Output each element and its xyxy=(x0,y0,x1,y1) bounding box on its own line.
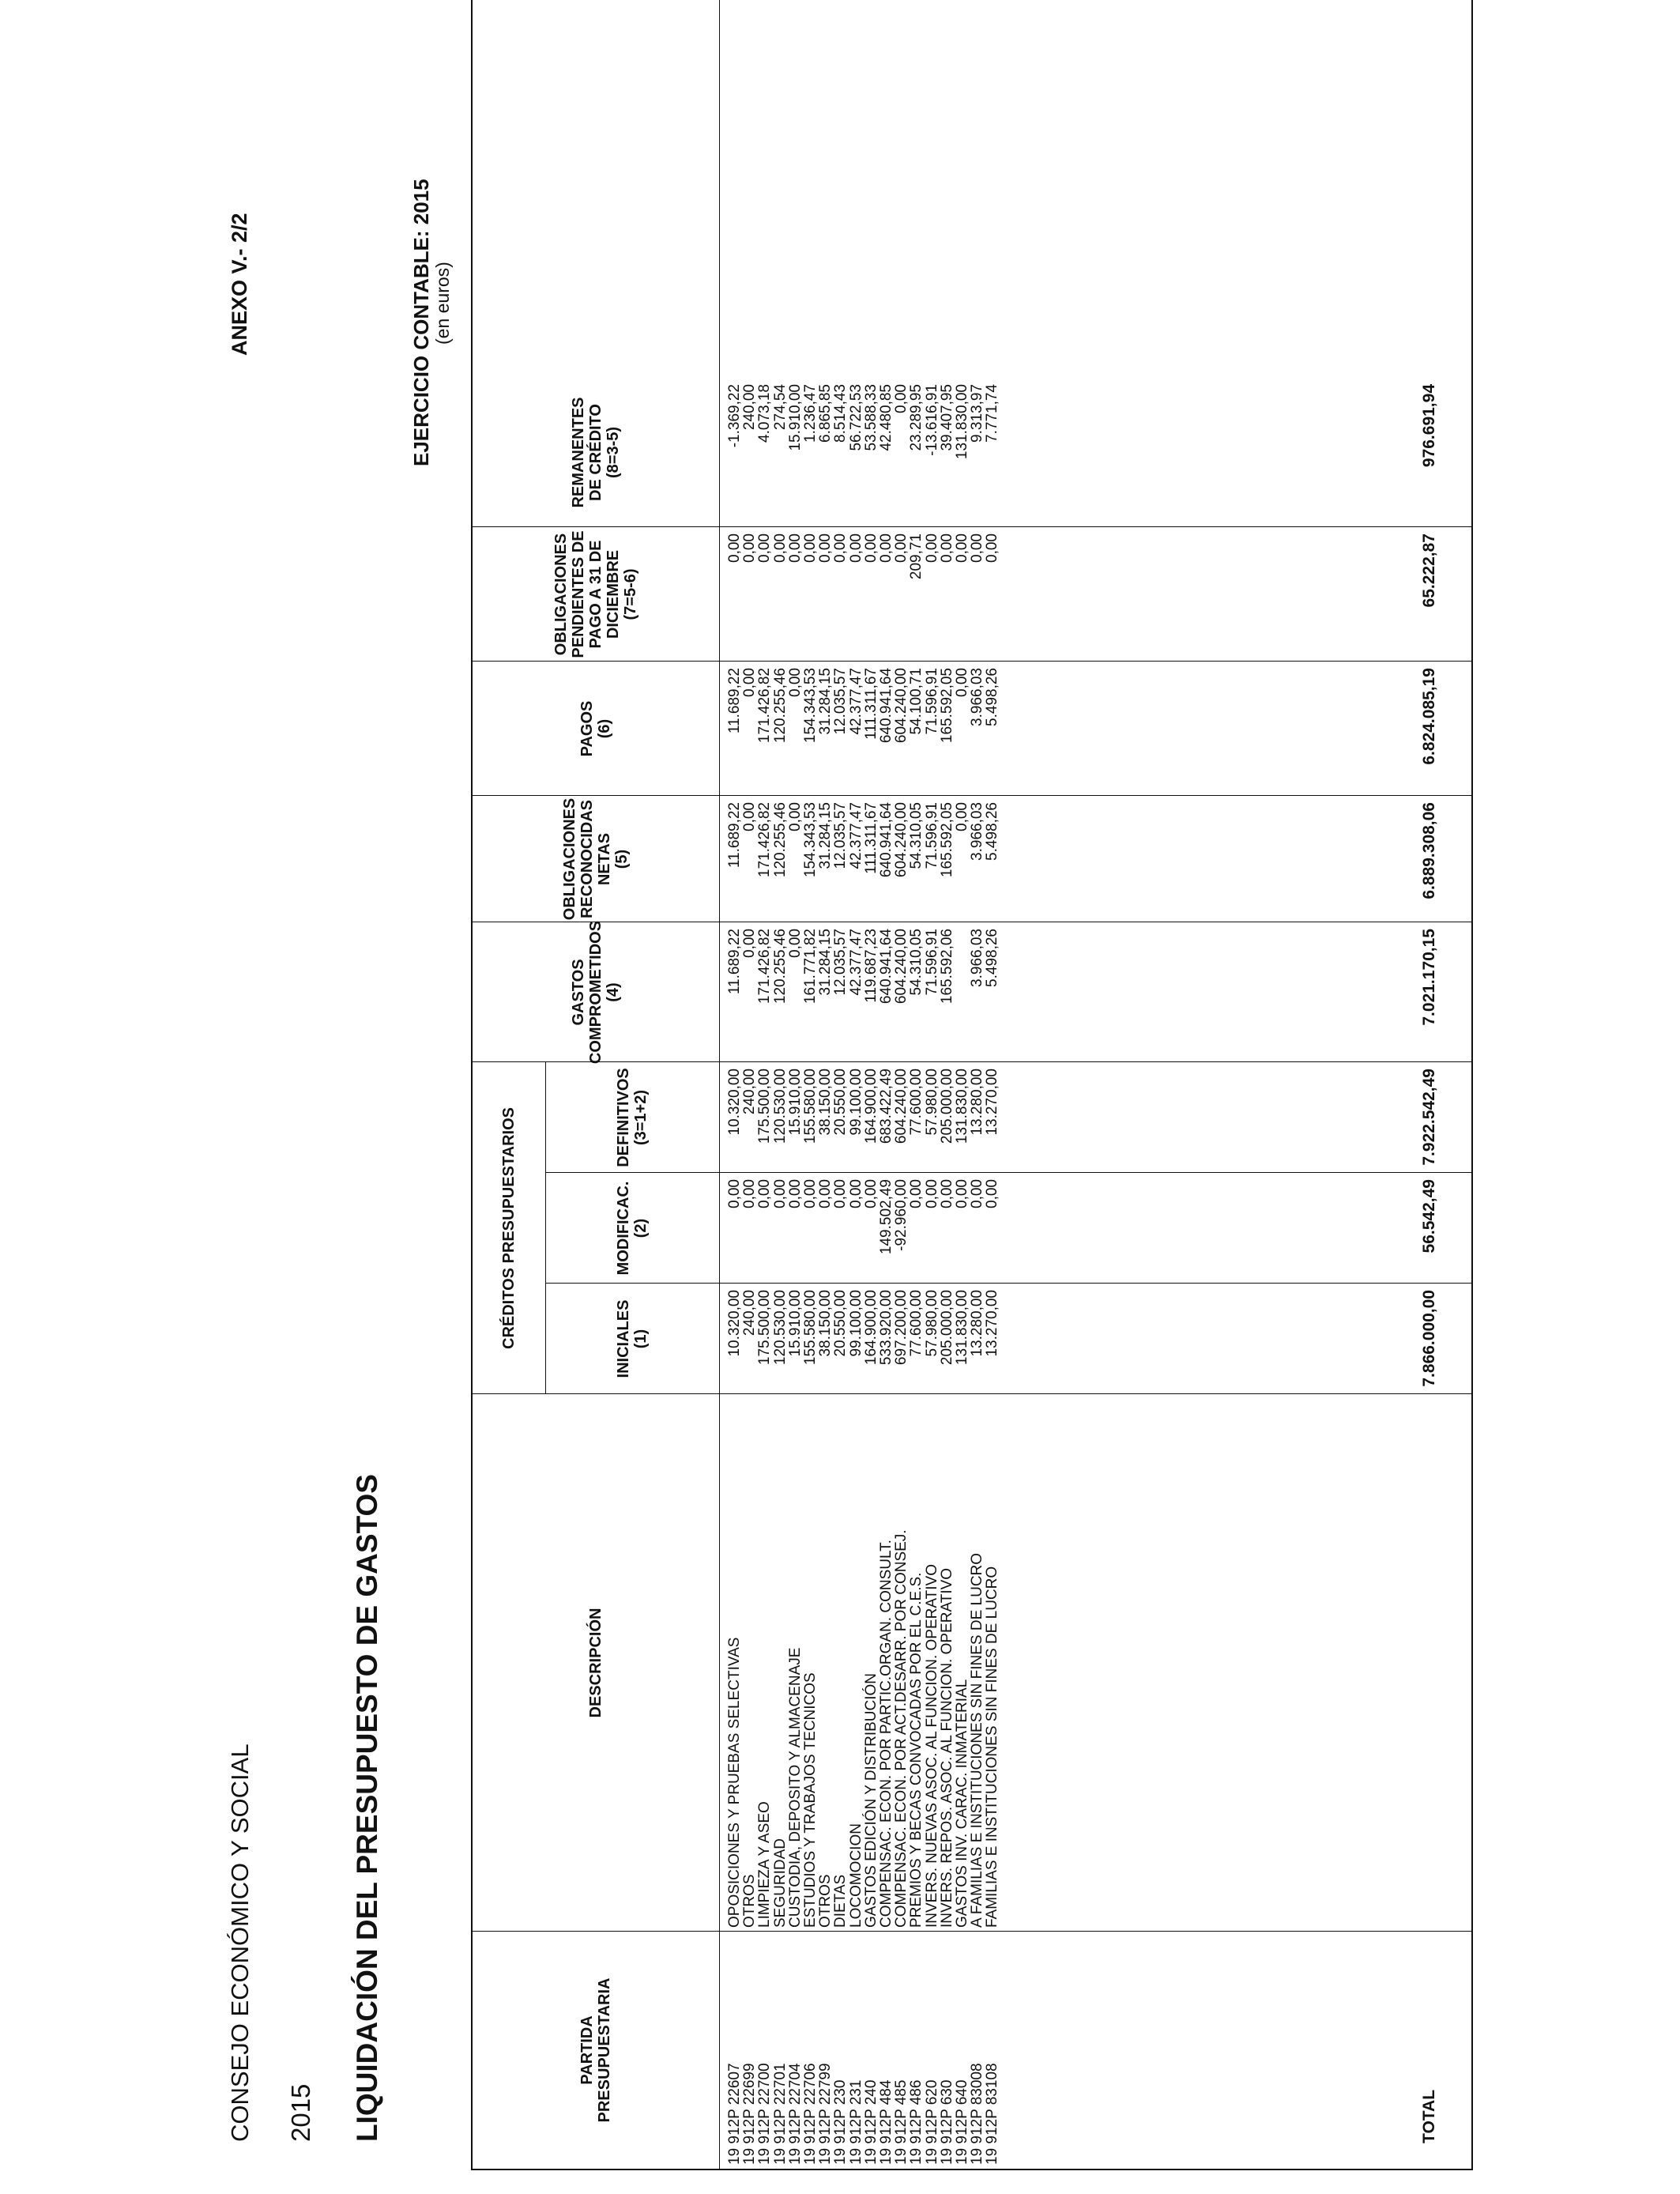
cell-pagos: 42.377,47 xyxy=(847,668,864,735)
cell-definitivos: 13.280,00 xyxy=(969,1069,986,1136)
total-modificac: 56.542,49 xyxy=(1420,1179,1438,1253)
cell-descripcion: LIMPIEZA Y ASEO xyxy=(756,1801,774,1928)
cell-partida: 19 912P 22704 xyxy=(786,2063,804,2165)
header-pendientes xyxy=(473,527,719,662)
cell-gastos: 120.255,46 xyxy=(771,929,789,1005)
cell-iniciales: 164.900,00 xyxy=(862,1290,880,1366)
cell-pendientes: 0,00 xyxy=(984,533,1001,563)
cell-pendientes: 0,00 xyxy=(817,533,834,563)
cell-partida: 19 912P 22699 xyxy=(741,2063,759,2165)
cell-gastos: 12.035,57 xyxy=(832,929,849,996)
document-title: LIQUIDACIÓN DEL PRESUPUESTO DE GASTOS xyxy=(351,1474,383,2142)
cell-remanentes: 0,00 xyxy=(893,384,910,413)
header-line: (4) xyxy=(605,982,622,1002)
header-line: INICIALES xyxy=(615,1299,632,1378)
cell-pendientes: 0,00 xyxy=(878,533,895,563)
cell-definitivos: 205.000,00 xyxy=(938,1069,955,1144)
cell-obligaciones: 42.377,47 xyxy=(847,802,864,869)
cell-partida: 19 912P 485 xyxy=(893,2079,910,2165)
cell-pendientes: 0,00 xyxy=(786,533,804,563)
cell-pagos: 111.311,67 xyxy=(862,668,880,740)
cell-iniciales: 15.910,00 xyxy=(786,1290,804,1357)
cell-descripcion: OPOSICIONES Y PRUEBAS SELECTIVAS xyxy=(726,1637,743,1928)
cell-obligaciones: 0,00 xyxy=(741,802,759,831)
cell-iniciales: 175.500,00 xyxy=(756,1290,774,1366)
total-pagos: 6.824.085,19 xyxy=(1420,668,1438,765)
cell-descripcion: PREMIOS Y BECAS CONVOCADAS POR EL C.E.S. xyxy=(908,1572,925,1928)
cell-iniciales: 99.100,00 xyxy=(847,1290,864,1357)
cell-modificac: 0,00 xyxy=(862,1179,880,1208)
cell-definitivos: 164.900,00 xyxy=(862,1069,880,1144)
cell-descripcion: COMPENSAC. ECON. POR PARTIC.ORGAN. CONSULT. xyxy=(878,1540,895,1928)
header-partida xyxy=(473,1932,719,2169)
cell-iniciales: 131.830,00 xyxy=(954,1290,970,1366)
cell-gastos: 5.498,26 xyxy=(984,929,1001,987)
cell-descripcion: CUSTODIA, DEPOSITO Y ALMACENAJE xyxy=(786,1647,804,1928)
cell-pagos: 0,00 xyxy=(741,668,759,697)
cell-descripcion: ESTUDIOS Y TRABAJOS TECNICOS xyxy=(802,1672,819,1928)
header-line: (1) xyxy=(632,1329,650,1349)
header-obligaciones xyxy=(473,796,719,922)
cell-remanentes: 23.289,95 xyxy=(908,384,925,451)
cell-modificac: 0,00 xyxy=(802,1179,819,1208)
header-line: PAGO A 31 DE xyxy=(587,540,605,649)
header-modificac xyxy=(545,1173,719,1284)
cell-iniciales: 240,00 xyxy=(741,1290,759,1336)
header-line: (2) xyxy=(632,1218,650,1238)
cell-descripcion: SEGURIDAD xyxy=(771,1838,789,1928)
header-line: GASTOS xyxy=(570,959,587,1026)
cell-remanentes: 1.236,47 xyxy=(802,384,819,443)
cell-modificac: 0,00 xyxy=(832,1179,849,1208)
cell-partida: 19 912P 640 xyxy=(954,2079,970,2165)
cell-pagos: 3.966,03 xyxy=(969,668,986,726)
cell-pagos: 171.426,82 xyxy=(756,668,774,744)
cell-pagos: 31.284,15 xyxy=(817,668,834,735)
cell-gastos: 42.377,47 xyxy=(847,929,864,996)
cell-remanentes: 4.073,18 xyxy=(756,384,774,443)
cell-partida: 19 912P 22706 xyxy=(802,2063,819,2165)
cell-definitivos: 120.530,00 xyxy=(771,1069,789,1144)
cell-remanentes: 7.771,74 xyxy=(984,384,1001,443)
header-line: PENDIENTES DE xyxy=(570,530,587,658)
cell-partida: 19 912P 22701 xyxy=(771,2063,789,2165)
organization-name: CONSEJO ECONÓMICO Y SOCIAL xyxy=(226,1744,254,2142)
cell-pendientes: 0,00 xyxy=(938,533,955,563)
cell-descripcion: DIETAS xyxy=(832,1874,849,1928)
cell-obligaciones: 0,00 xyxy=(786,802,804,831)
header-definitivos xyxy=(545,1062,719,1173)
cell-pagos: 154.343,53 xyxy=(802,668,819,744)
header-line: (8=3-5) xyxy=(605,426,622,479)
cell-definitivos: 77.600,00 xyxy=(908,1069,925,1136)
cell-pagos: 12.035,57 xyxy=(832,668,849,735)
units-label: (en euros) xyxy=(432,262,453,345)
cell-remanentes: -1.369,22 xyxy=(726,384,743,448)
cell-iniciales: 155.580,00 xyxy=(802,1290,819,1366)
cell-definitivos: 155.580,00 xyxy=(802,1069,819,1144)
cell-definitivos: 131.830,00 xyxy=(954,1069,970,1144)
cell-modificac: 0,00 xyxy=(741,1179,759,1208)
header-creditos_group xyxy=(473,1062,545,1394)
total-iniciales: 7.866.000,00 xyxy=(1420,1290,1438,1387)
cell-descripcion: INVERS. NUEVAS ASOC. AL FUNCION. OPERATIVO xyxy=(923,1564,940,1928)
header-line: MODIFICAC. xyxy=(615,1181,632,1276)
cell-obligaciones: 120.255,46 xyxy=(771,802,789,878)
cell-pendientes: 0,00 xyxy=(726,533,743,563)
cell-iniciales: 120.530,00 xyxy=(771,1290,789,1366)
cell-modificac: 0,00 xyxy=(847,1179,864,1208)
cell-obligaciones: 111.311,67 xyxy=(862,802,880,874)
cell-partida: 19 912P 83108 xyxy=(984,2063,1001,2165)
header-line: DEFINITIVOS xyxy=(615,1068,632,1167)
cell-remanentes: -13.616,91 xyxy=(923,384,940,456)
cell-obligaciones: 3.966,03 xyxy=(969,802,986,861)
document-year: 2015 xyxy=(286,2083,315,2142)
cell-descripcion: INVERS. REPOS. ASOC. AL FUNCION. OPERATIVO xyxy=(938,1567,955,1928)
header-line: REMANENTES xyxy=(570,397,587,508)
cell-iniciales: 10.320,00 xyxy=(726,1290,743,1357)
cell-descripcion: FAMILIAS E INSTITUCIONES SIN FINES DE LUCRO xyxy=(984,1566,1001,1928)
cell-obligaciones: 11.689,22 xyxy=(726,802,743,869)
cell-partida: 19 912P 231 xyxy=(847,2079,864,2165)
cell-pagos: 5.498,26 xyxy=(984,668,1001,726)
cell-partida: 19 912P 630 xyxy=(938,2079,955,2165)
cell-pagos: 0,00 xyxy=(786,668,804,697)
cell-modificac: 149.502,49 xyxy=(878,1179,895,1255)
cell-remanentes: 240,00 xyxy=(741,384,759,431)
cell-obligaciones: 12.035,57 xyxy=(832,802,849,869)
exercise-label: EJERCICIO CONTABLE: 2015 xyxy=(409,179,433,466)
header-line: PAGOS xyxy=(578,700,596,757)
total-definitivos: 7.922.542,49 xyxy=(1420,1069,1438,1166)
cell-gastos: 0,00 xyxy=(786,929,804,958)
cell-descripcion: OTROS xyxy=(817,1874,834,1928)
cell-modificac: 0,00 xyxy=(923,1179,940,1208)
total-obligaciones: 6.889.308,06 xyxy=(1420,802,1438,899)
header-line: RECONOCIDAS xyxy=(578,800,596,919)
cell-remanentes: 42.480,85 xyxy=(878,384,895,451)
cell-obligaciones: 604.240,00 xyxy=(893,802,910,878)
cell-descripcion: GASTOS INV. CARAC. INMATERIAL xyxy=(954,1679,970,1928)
cell-modificac: 0,00 xyxy=(908,1179,925,1208)
cell-iniciales: 20.550,00 xyxy=(832,1290,849,1357)
cell-pagos: 120.255,46 xyxy=(771,668,789,744)
header-line: OBLIGACIONES xyxy=(561,797,578,921)
cell-partida: 19 912P 484 xyxy=(878,2079,895,2165)
cell-iniciales: 13.270,00 xyxy=(984,1290,1001,1357)
cell-pendientes: 0,00 xyxy=(771,533,789,563)
cell-gastos: 119.687,23 xyxy=(862,929,880,1003)
cell-partida: 19 912P 240 xyxy=(862,2079,880,2165)
cell-gastos: 31.284,15 xyxy=(817,929,834,996)
cell-obligaciones: 154.343,53 xyxy=(802,802,819,878)
cell-definitivos: 175.500,00 xyxy=(756,1069,774,1144)
cell-iniciales: 13.280,00 xyxy=(969,1290,986,1357)
cell-remanentes: 6.865,85 xyxy=(817,384,834,443)
cell-modificac: 0,00 xyxy=(984,1179,1001,1208)
cell-gastos: 11.689,22 xyxy=(726,929,743,995)
header-line: DESCRIPCIÓN xyxy=(587,1608,605,1718)
header-line: (3=1+2) xyxy=(632,1089,650,1146)
cell-definitivos: 683.422,49 xyxy=(878,1069,895,1144)
cell-definitivos: 240,00 xyxy=(741,1069,759,1115)
cell-gastos: 171.426,82 xyxy=(756,929,774,1005)
total-label: TOTAL xyxy=(1420,2089,1438,2143)
cell-definitivos: 15.910,00 xyxy=(786,1069,804,1136)
cell-definitivos: 20.550,00 xyxy=(832,1069,849,1136)
header-line: COMPROMETIDOS xyxy=(587,920,605,1065)
cell-remanentes: 15.910,00 xyxy=(786,384,804,451)
cell-descripcion: GASTOS EDICIÓN Y DISTRIBUCIÓN xyxy=(862,1672,880,1928)
cell-obligaciones: 640.941,64 xyxy=(878,802,895,878)
cell-pendientes: 0,00 xyxy=(954,533,970,563)
cell-descripcion: COMPENSAC. ECON. POR ACT.DESARR. POR CONSEJ. xyxy=(893,1529,910,1928)
cell-descripcion: A FAMILIAS E INSTITUCIONES SIN FINES DE LUCRO xyxy=(969,1552,986,1928)
cell-partida: 19 912P 22700 xyxy=(756,2063,774,2165)
cell-modificac: 0,00 xyxy=(969,1179,986,1208)
cell-pendientes: 0,00 xyxy=(847,533,864,563)
cell-obligaciones: 71.596,91 xyxy=(923,802,940,869)
cell-iniciales: 38.150,00 xyxy=(817,1290,834,1357)
cell-definitivos: 10.320,00 xyxy=(726,1069,743,1136)
header-line: DICIEMBRE xyxy=(605,549,622,639)
cell-pagos: 54.100,71 xyxy=(908,668,925,735)
cell-pagos: 71.596,91 xyxy=(923,668,940,735)
total-gastos: 7.021.170,15 xyxy=(1420,929,1438,1026)
cell-remanentes: 8.514,43 xyxy=(832,384,849,443)
cell-obligaciones: 54.310,05 xyxy=(908,802,925,869)
cell-descripcion: LOCOMOCION xyxy=(847,1823,864,1928)
header-descripcion xyxy=(473,1394,719,1932)
header-line: PARTIDA xyxy=(578,2015,596,2085)
cell-gastos: 3.966,03 xyxy=(969,929,986,987)
cell-remanentes: 53.588,33 xyxy=(862,384,880,451)
cell-obligaciones: 5.498,26 xyxy=(984,802,1001,861)
cell-partida: 19 912P 230 xyxy=(832,2079,849,2165)
cell-remanentes: 131.830,00 xyxy=(954,384,970,460)
cell-gastos: 161.771,82 xyxy=(802,929,819,1005)
cell-pendientes: 0,00 xyxy=(802,533,819,563)
cell-descripcion: OTROS xyxy=(741,1874,759,1928)
cell-gastos: 54.310,05 xyxy=(908,929,925,996)
header-line: OBLIGACIONES xyxy=(552,533,570,656)
cell-modificac: 0,00 xyxy=(817,1179,834,1208)
header-line: (6) xyxy=(596,718,613,739)
cell-modificac: 0,00 xyxy=(786,1179,804,1208)
cell-pagos: 11.689,22 xyxy=(726,668,743,734)
header-divider xyxy=(719,0,720,2169)
cell-obligaciones: 31.284,15 xyxy=(817,802,834,869)
cell-iniciales: 533.920,00 xyxy=(878,1290,895,1366)
cell-definitivos: 604.240,00 xyxy=(893,1069,910,1144)
cell-gastos: 640.941,64 xyxy=(878,929,895,1005)
total-remanentes: 976.691,94 xyxy=(1420,384,1438,468)
cell-obligaciones: 171.426,82 xyxy=(756,802,774,878)
cell-modificac: 0,00 xyxy=(726,1179,743,1208)
header-line: CRÉDITOS PRESUPUESTARIOS xyxy=(500,1107,518,1349)
total-pendientes: 65.222,87 xyxy=(1420,533,1438,608)
cell-pagos: 640.941,64 xyxy=(878,668,895,744)
cell-partida: 19 912P 486 xyxy=(908,2079,925,2165)
cell-remanentes: 39.407,95 xyxy=(938,384,955,451)
header-gastos xyxy=(473,920,719,1065)
cell-modificac: -92.960,00 xyxy=(893,1179,910,1251)
header-line: (7=5-6) xyxy=(622,568,639,620)
cell-pagos: 604.240,00 xyxy=(893,668,910,744)
header-line: (5) xyxy=(613,849,631,869)
cell-definitivos: 57.980,00 xyxy=(923,1069,940,1136)
cell-gastos: 71.596,91 xyxy=(923,929,940,996)
cell-definitivos: 38.150,00 xyxy=(817,1069,834,1136)
cell-pendientes: 0,00 xyxy=(893,533,910,563)
cell-partida: 19 912P 620 xyxy=(923,2079,940,2165)
cell-remanentes: 56.722,53 xyxy=(847,384,864,451)
cell-gastos: 604.240,00 xyxy=(893,929,910,1005)
cell-pendientes: 209,71 xyxy=(908,533,925,580)
header-pagos xyxy=(473,662,719,796)
cell-definitivos: 99.100,00 xyxy=(847,1069,864,1136)
header-line: NETAS xyxy=(596,832,613,886)
cell-iniciales: 57.980,00 xyxy=(923,1290,940,1357)
cell-pendientes: 0,00 xyxy=(756,533,774,563)
cell-remanentes: 274,54 xyxy=(771,384,789,431)
annex-label: ANEXO V.- 2/2 xyxy=(228,213,251,356)
cell-obligaciones: 165.592,05 xyxy=(938,802,955,878)
cell-iniciales: 697.200,00 xyxy=(893,1290,910,1366)
header-iniciales xyxy=(545,1284,719,1394)
cell-iniciales: 77.600,00 xyxy=(908,1290,925,1357)
cell-pagos: 165.592,05 xyxy=(938,668,955,744)
header-remanentes xyxy=(473,378,719,527)
cell-modificac: 0,00 xyxy=(954,1179,970,1208)
cell-partida: 19 912P 83008 xyxy=(969,2063,986,2165)
cell-gastos: 165.592,06 xyxy=(938,929,955,1005)
cell-gastos: 0,00 xyxy=(741,929,759,958)
cell-modificac: 0,00 xyxy=(938,1179,955,1208)
cell-pendientes: 0,00 xyxy=(832,533,849,563)
header-line: PRESUPUESTARIA xyxy=(596,1977,613,2123)
budget-table xyxy=(471,0,1473,2170)
cell-modificac: 0,00 xyxy=(756,1179,774,1208)
cell-pagos: 0,00 xyxy=(954,668,970,697)
cell-pendientes: 0,00 xyxy=(862,533,880,563)
cell-pendientes: 0,00 xyxy=(741,533,759,563)
cell-partida: 19 912P 22799 xyxy=(817,2063,834,2165)
cell-remanentes: 9.313,97 xyxy=(969,384,986,443)
cell-obligaciones: 0,00 xyxy=(954,802,970,831)
cell-iniciales: 205.000,00 xyxy=(938,1290,955,1366)
cell-partida: 19 912P 22607 xyxy=(726,2063,743,2165)
cell-modificac: 0,00 xyxy=(771,1179,789,1208)
header-line: DE CRÉDITO xyxy=(587,404,605,501)
cell-pendientes: 0,00 xyxy=(923,533,940,563)
cell-definitivos: 13.270,00 xyxy=(984,1069,1001,1136)
cell-pendientes: 0,00 xyxy=(969,533,986,563)
